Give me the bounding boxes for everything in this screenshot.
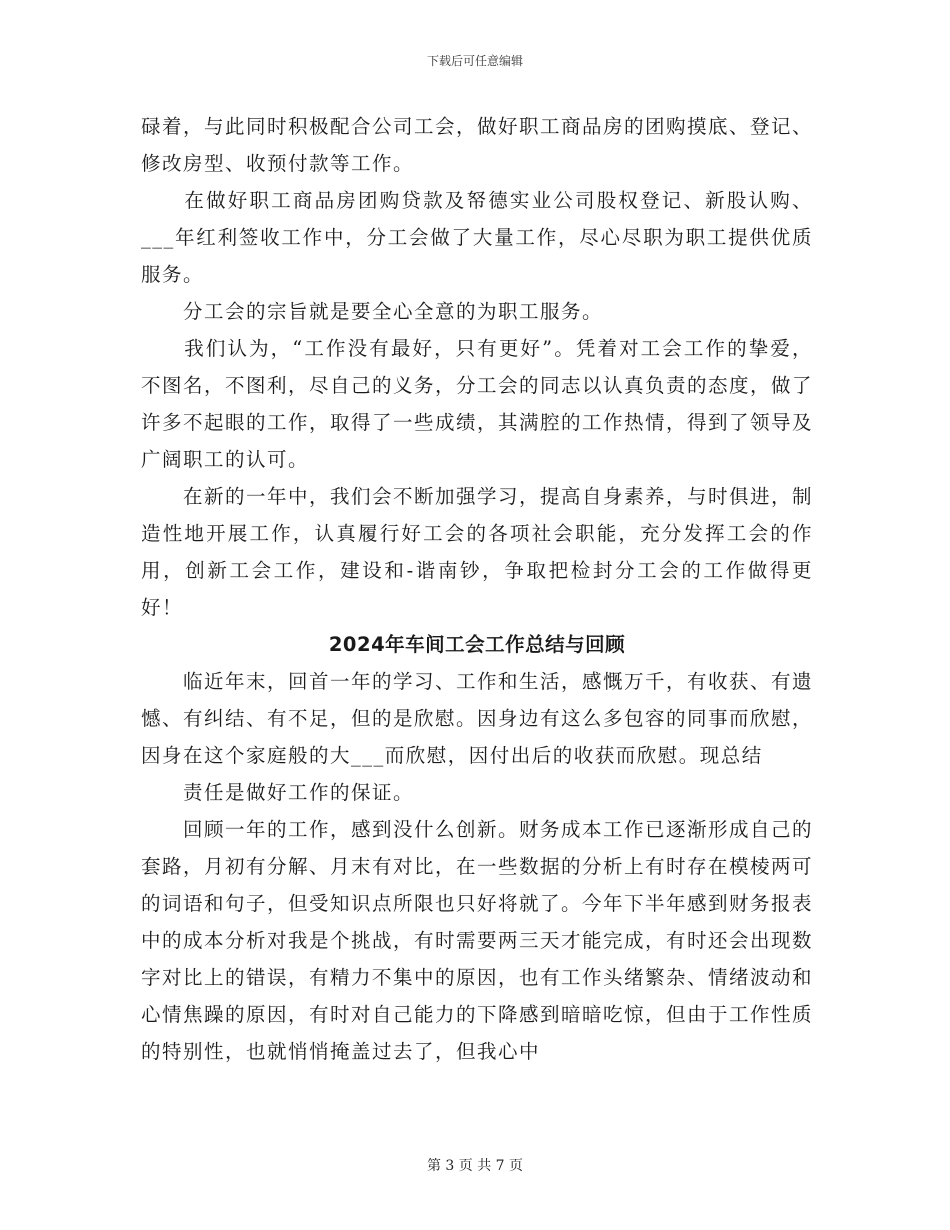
paragraph-group-purchase: 在做好职工商品房团购贷款及帑德实业公司股权登记、新股认购、___年红利签收工作中，分工会做了大量工作，尽心尽职为职工提供优质服务。 [141,189,813,286]
paragraph-review: 回顾一年的工作，感到没什么创新。财务成本工作已逐渐形成自己的套路，月初有分解、月末有对比，在一些数据的分析上有时存在模棱两可的词语和句子，但受知识点所限也只好将就了。今年下半年感到财务报表中的成本分析对我是个挑战，有时需要两三天才能完成，有时还会出现数字对比上的错误，有精力不集中的原因，也有工作头绪繁杂、情绪波动和心情焦躁的原因，有时对自己能力的下降感到暗暗吃惊，但由于工作性质的特别性，也就悄悄掩盖过去了，但我心中 [141,818,814,1063]
paragraph-continuation: 碌着，与此同时积极配合公司工会，做好职工商品房的团购摸底、登记、修改房型、收预付款等工作。 [141,115,814,175]
paragraph-year-end: 临近年末，回首一年的学习、工作和生活，感慨万千，有收获、有遗憾、有纠结、有不足，但的是欣慰。因身边有这么多包容的同事而欣慰，因身在这个家庭般的大___而欣慰，因付出后的收获而欣慰。现总结 [141,670,814,767]
document-body [141,108,813,1070]
page-number-footer: 第 3 页 共 7 页 [426,1158,524,1174]
section-title: 2024年车间工会工作总结与回顾 [328,633,626,656]
paragraph-motto: 我们认为，“工作没有最好，只有更好”。凭着对工会工作的挚爱，不图名，不图利，尽自己的义务，分工会的同志以认真负责的态度，做了许多不起眼的工作，取得了一些成绩，其满腔的工作热情，得到了领导及广阔职工的认可。 [141,337,814,471]
paragraph-responsibility: 责任是做好工作的保证。 [141,781,415,804]
page-header: 下载后可任意编辑 [426,54,523,68]
paragraph-purpose: 分工会的宗旨就是要全心全意的为职工服务。 [141,300,604,323]
paragraph-new-year: 在新的一年中，我们会不断加强学习，提高自身素养，与时俱进，制造性地开展工作，认真履行好工会的各项社会职能，充分发挥工会的作用，创新工会工作，建设和-谐南钞，争取把检封分工会的工作做得更好！ [141,485,814,619]
